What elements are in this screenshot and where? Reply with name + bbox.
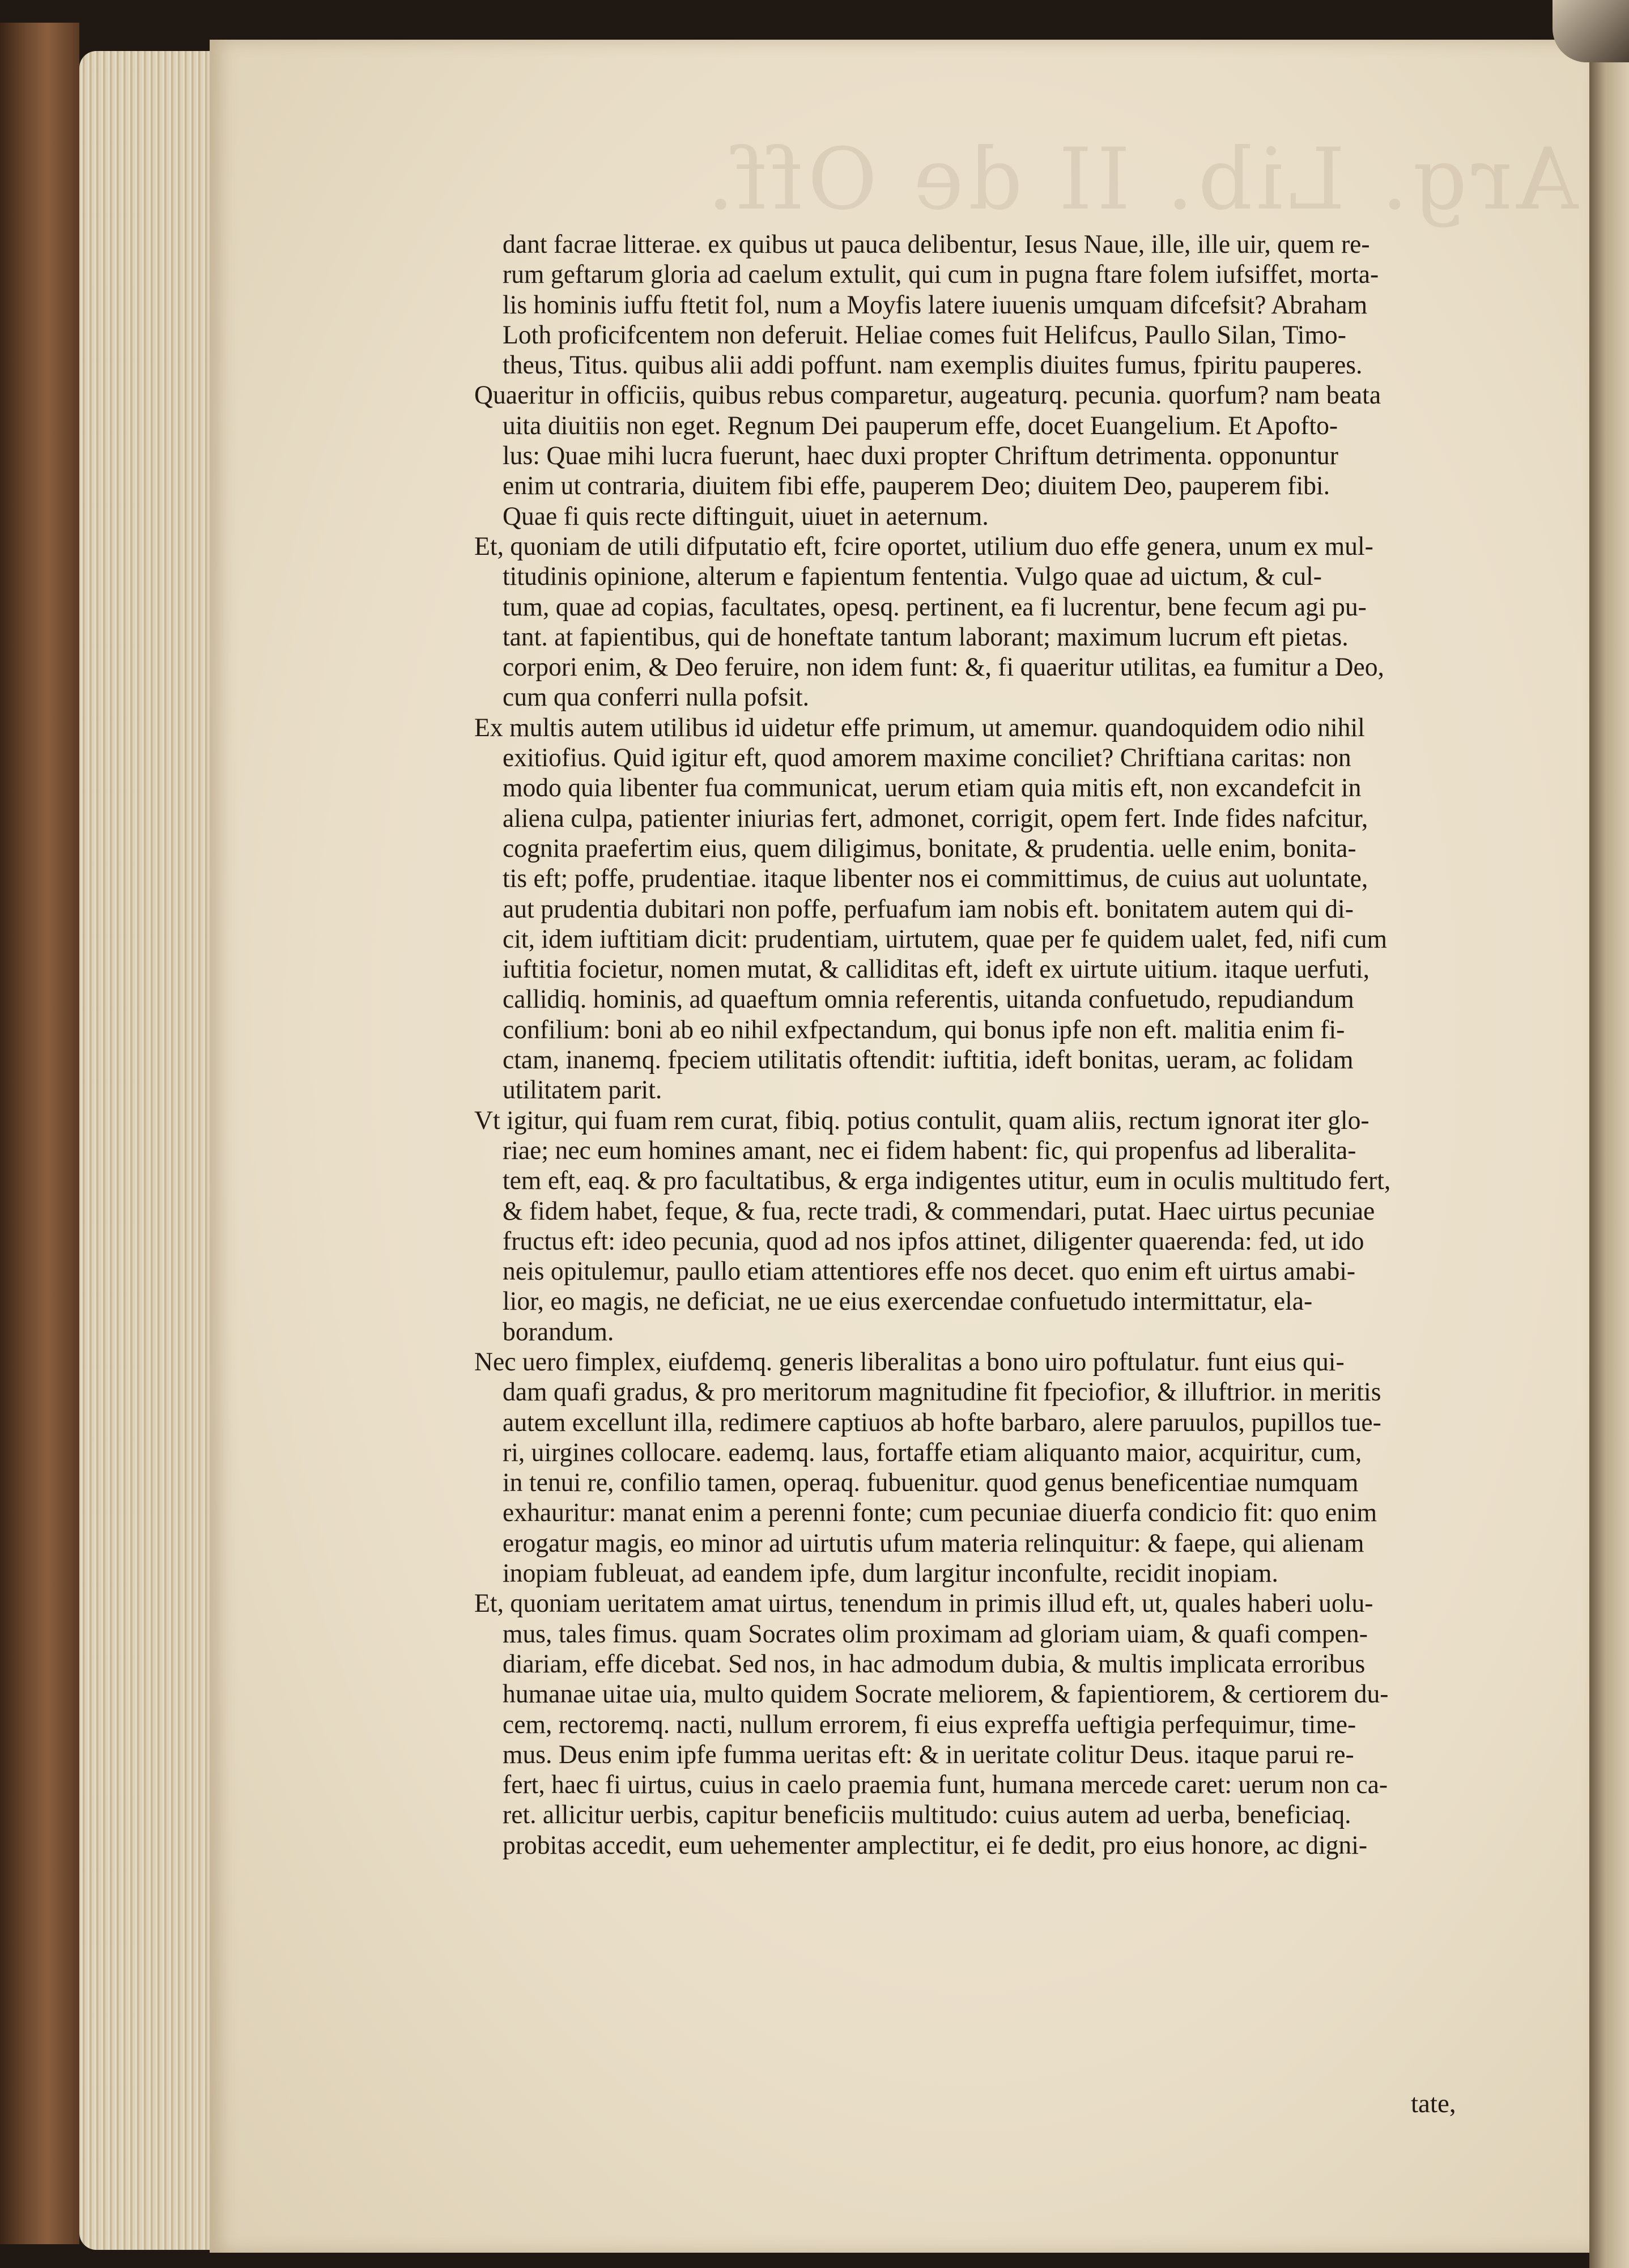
paragraph: [474, 532, 1471, 713]
text-line: & fidem habet, feque, & fua, recte tradi, & commendari, putat. Haec uirtus pecuniae: [503, 1196, 1375, 1226]
paragraph: [474, 713, 1471, 1106]
text-line: mus. Deus enim ipfe fumma ueritas eft: & in ueritate colitur Deus. itaque parui re-: [503, 1739, 1354, 1769]
text-line: lus: Quae mihi lucra fuerunt, haec duxi propter Chriftum detrimenta. opponuntur: [503, 441, 1338, 471]
text-line: autem excellunt illa, redimere captiuos ab hofte barbaro, alere paruulos, pupillos tue-: [503, 1407, 1381, 1437]
text-line: fert, haec fi uirtus, cuius in caelo praemia funt, humana mercede caret: uerum non ca-: [503, 1770, 1388, 1800]
text-line: Et, quoniam de utili difputatio eft, fcire oportet, utilium duo effe genera, unum ex mul-: [474, 531, 1373, 561]
text-line: Quaeritur in officiis, quibus rebus comparetur, augeaturq. pecunia. quorfum? nam beata: [474, 380, 1381, 410]
text-line: fructus eft: ideo pecunia, quod ad nos ipfos attinet, diligenter quaerenda: fed, ut ido: [503, 1226, 1364, 1256]
paragraph: [474, 230, 1471, 380]
text-line: aut prudentia dubitari non poffe, perfuafum iam nobis eft. bonitatem autem qui di-: [503, 894, 1354, 924]
text-line: dant facrae litterae. ex quibus ut pauca delibentur, Iesus Naue, ille, ille uir, quem re-: [503, 230, 1370, 259]
text-line: exitiofius. Quid igitur eft, quod amorem maxime conciliet? Chriftiana caritas: non: [503, 743, 1351, 773]
text-line: neis opitulemur, paullo etiam attentiores effe nos decet. quo enim eft uirtus amabi-: [503, 1256, 1356, 1286]
text-line: diariam, effe dicebat. Sed nos, in hac admodum dubia, & multis implicata erroribus: [503, 1649, 1366, 1679]
facing-page-edge: [1589, 34, 1629, 2268]
text-line: exhauritur: manat enim a perenni fonte; cum pecuniae diuerfa condicio fit: quo enim: [503, 1498, 1377, 1528]
text-line: utilitatem parit.: [503, 1075, 662, 1105]
text-line: Nec uero fimplex, eiufdemq. generis liberalitas a bono uiro poftulatur. funt eius qui-: [474, 1347, 1345, 1377]
text-line: probitas accedit, eum uehementer amplectitur, ei fe dedit, pro eius honore, ac digni-: [503, 1830, 1368, 1860]
text-line: borandum.: [503, 1316, 614, 1347]
text-line: tant. at fapientibus, qui de honeftate tantum laborant; maximum lucrum eft pietas.: [503, 622, 1349, 652]
text-line: in tenui re, confilio tamen, operaq. fubuenitur. quod genus beneficentiae numquam: [503, 1468, 1359, 1498]
text-line: ri, uirgines collocare. eademq. laus, fortaffe etiam aliquanto maior, acquiritur, cum,: [503, 1437, 1362, 1467]
text-line: corpori enim, & Deo feruire, non idem funt: &, fi quaeritur utilitas, ea fumitur a Deo,: [503, 652, 1384, 682]
paragraph: [474, 1347, 1471, 1589]
book-binding: [0, 23, 79, 2244]
text-line: cit, idem iuftitiam dicit: prudentiam, uirtutem, quae per fe quidem ualet, fed, nifi cum: [503, 924, 1388, 954]
book-clasp: [1553, 0, 1629, 62]
text-line: rum geftarum gloria ad caelum extulit, qui cum in pugna ftare folem iufsiffet, morta-: [503, 260, 1379, 290]
text-line: Et, quoniam ueritatem amat uirtus, tenendum in primis illud eft, ut, quales haberi uolu-: [474, 1589, 1373, 1619]
text-line: humanae uitae uia, multo quidem Socrate meliorem, & fapientiorem, & certiorem du-: [503, 1679, 1389, 1709]
text-line: Quae fi quis recte diftinguit, uiuet in aeternum.: [503, 501, 989, 531]
text-line: titudinis opinione, alterum e fapientum fententia. Vulgo quae ad uictum, & cul-: [503, 562, 1322, 592]
catchword: tate,: [1411, 2089, 1456, 2118]
text-line: cum qua conferri nulla pofsit.: [503, 682, 810, 712]
body-text: [474, 230, 1471, 1861]
text-line: cognita praefertim eius, quem diligimus, bonitate, & prudentia. uelle enim, bonita-: [503, 833, 1356, 863]
text-line: inopiam fubleuat, ad eandem ipfe, dum largitur inconfulte, recidit inopiam.: [503, 1558, 1278, 1589]
page-edges: [79, 51, 215, 2250]
paragraph: [474, 380, 1471, 531]
text-line: cem, rectoremq. nacti, nullum errorem, fi eius expreffa ueftigia perfequimur, time-: [503, 1709, 1356, 1739]
text-line: confilium: boni ab eo nihil exfpectandum, qui bonus ipfe non eft. malitia enim fi-: [503, 1014, 1345, 1044]
text-line: tis eft; poffe, prudentiae. itaque libenter nos ei committimus, de cuius aut uoluntate,: [503, 864, 1368, 894]
text-line: Loth proficifcentem non deferuit. Heliae comes fuit Helifcus, Paullo Silan, Timo-: [503, 320, 1346, 350]
text-line: Vt igitur, qui fuam rem curat, fibiq. potius contulit, quam aliis, rectum ignorat iter glo-: [474, 1105, 1369, 1135]
text-line: erogatur magis, eo minor ad uirtutis ufum materia relinquitur: & faepe, qui alienam: [503, 1528, 1364, 1558]
text-line: ret. allicitur uerbis, capitur beneficiis multitudo: cuius autem ad uerba, beneficiaq.: [503, 1800, 1351, 1830]
text-line: lior, eo magis, ne deficiat, ne ue eius exercendae confuetudo intermittatur, ela-: [503, 1286, 1313, 1316]
paragraph: [474, 1589, 1471, 1861]
text-line: dam quafi gradus, & pro meritorum magnitudine fit fpeciofior, & illuftrior. in meritis: [503, 1377, 1381, 1407]
text-line: mus, tales fimus. quam Socrates olim proximam ad gloriam uiam, & quafi compen-: [503, 1619, 1368, 1649]
text-line: callidiq. hominis, ad quaeftum omnia referentis, uitanda confuetudo, repudiandum: [503, 984, 1354, 1014]
text-line: enim ut contraria, diuitem fibi effe, pauperem Deo; diuitem Deo, pauperem fibi.: [503, 471, 1330, 501]
text-line: lis hominis iuffu ftetit fol, num a Moyfis latere iuuenis umquam difcefsit? Abraham: [503, 290, 1368, 320]
text-line: aliena culpa, patienter iniurias fert, admonet, corrigit, opem fert. Inde fides nafcitur,: [503, 803, 1368, 833]
text-line: riae; nec eum homines amant, nec ei fidem habent: fic, qui propenfus ad liberalita-: [503, 1135, 1356, 1165]
text-line: Ex multis autem utilibus id uidetur effe primum, ut amemur. quandoquidem odio nihil: [474, 712, 1365, 742]
paragraph: [474, 1106, 1471, 1347]
text-line: tum, quae ad copias, facultates, opesq. pertinent, ea fi lucrentur, bene fecum agi pu-: [503, 592, 1367, 622]
text-line: iuftitia focietur, nomen mutat, & calliditas eft, ideft ex uirtute uitium. itaque uerfuti,: [503, 954, 1370, 984]
text-line: uita diuitiis non eget. Regnum Dei pauperum effe, docet Euangelium. Et Apofto-: [503, 410, 1338, 440]
bleed-through-running-head: Arg. Lib. II de Off.: [703, 130, 1579, 229]
text-line: ctam, inanemq. fpeciem utilitatis oftendit: iuftitia, ideft bonitas, ueram, ac folidam: [503, 1045, 1354, 1075]
text-line: tem eft, eaq. & pro facultatibus, & erga indigentes utitur, eum in oculis multitudo fert,: [503, 1166, 1391, 1196]
text-line: theus, Titus. quibus alii addi poffunt. nam exemplis diuites fumus, fpiritu pauperes.: [503, 350, 1363, 380]
text-line: modo quia libenter fua communicat, uerum etiam quia mitis eft, non excandefcit in: [503, 773, 1362, 803]
